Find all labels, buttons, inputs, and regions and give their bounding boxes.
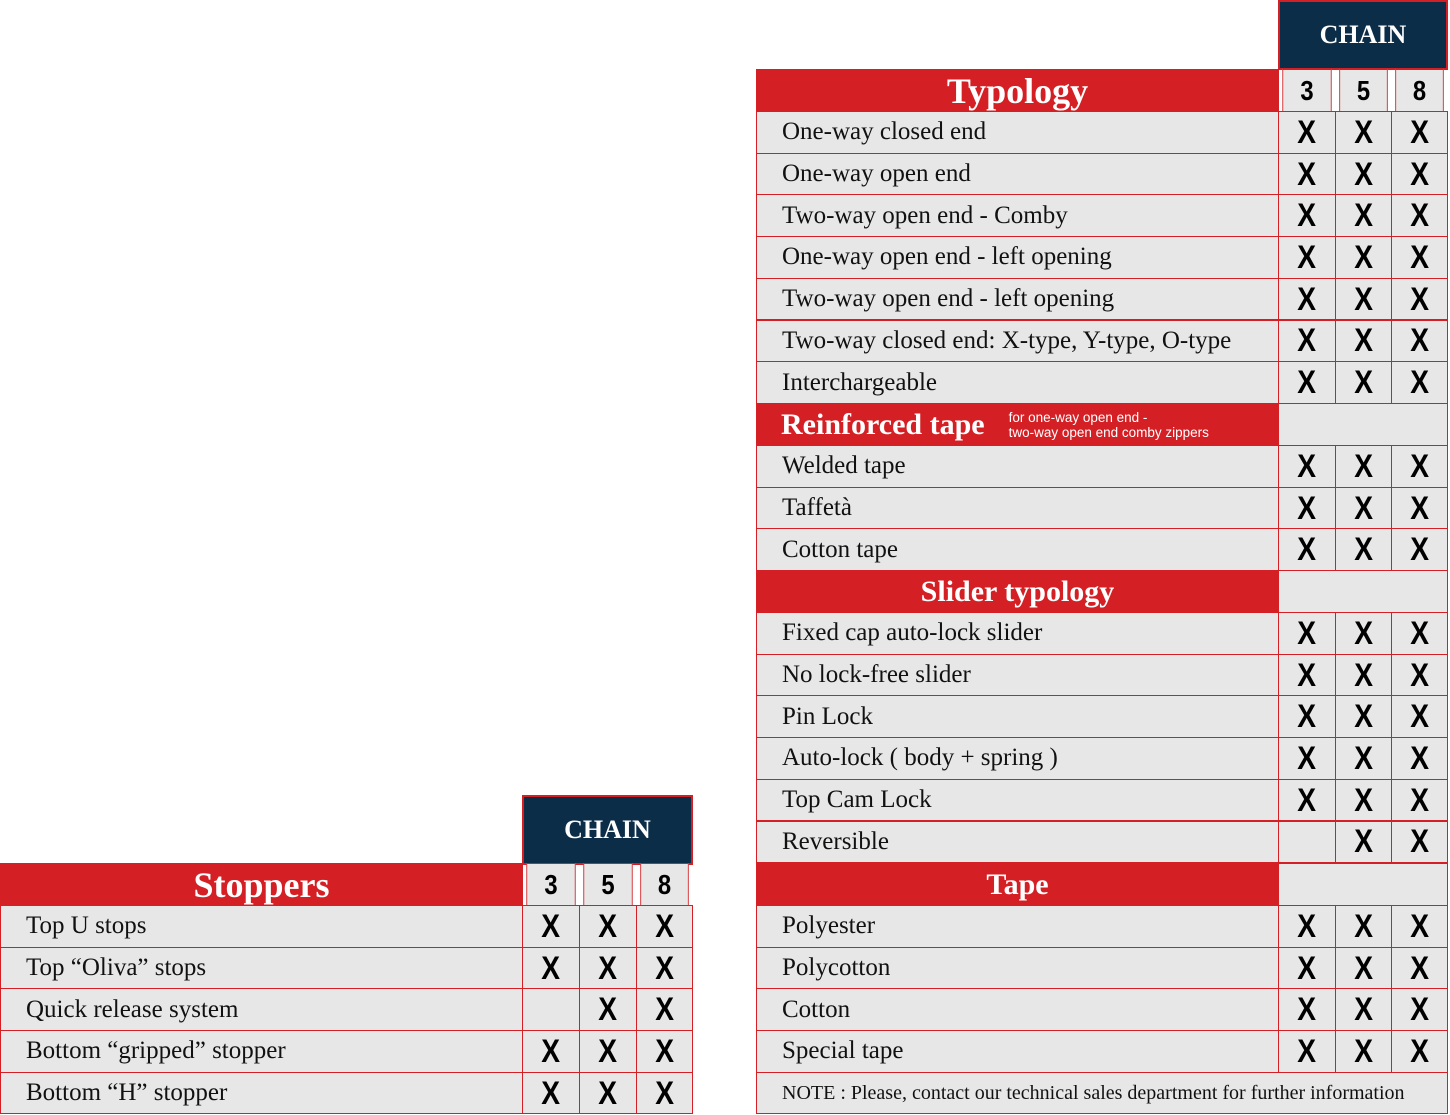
table-row-label: Auto-lock ( body + spring ): [756, 737, 1279, 780]
mark-cell: [1278, 111, 1336, 154]
mark-cell: [1335, 612, 1392, 655]
mark-cell: [1278, 947, 1336, 990]
availability-mark: X: [1297, 739, 1317, 776]
availability-mark: X: [1410, 823, 1429, 860]
mark-cell: [522, 988, 580, 1031]
mark-cell: [1391, 695, 1448, 738]
mark-cell: [522, 947, 580, 990]
mark-cell: [636, 1072, 693, 1115]
mark-cell: [1335, 153, 1392, 196]
mark-cell: [1391, 320, 1448, 363]
mark-cell: [1278, 737, 1336, 780]
section-title-slider-typology: Slider typology: [920, 574, 1115, 608]
mark-cell: [1391, 821, 1448, 864]
reinforced-tape-note: for one-way open end - two-way open end comby zippers: [1008, 409, 1209, 440]
stoppers-column-header-5: 5: [583, 863, 632, 906]
availability-mark: X: [1354, 489, 1373, 526]
availability-mark: X: [1410, 238, 1429, 275]
availability-mark: X: [1297, 364, 1317, 401]
availability-mark: X: [1410, 155, 1429, 192]
mark-cell: [1335, 445, 1392, 488]
table-row-label: Top Cam Lock: [756, 779, 1279, 822]
mark-cell: [522, 1030, 580, 1073]
mark-cell: [1335, 905, 1392, 948]
mark-cell: [1278, 988, 1336, 1031]
availability-mark: X: [1297, 698, 1317, 735]
mark-cell: [1278, 278, 1336, 321]
mark-cell: [1278, 779, 1336, 822]
availability-mark: X: [1297, 656, 1317, 693]
availability-mark: X: [1354, 949, 1373, 986]
mark-cell: [1335, 487, 1392, 530]
stoppers-column-header-3: 3: [526, 863, 575, 906]
availability-mark: X: [1410, 489, 1429, 526]
section-title-tape: Tape: [986, 867, 1049, 901]
availability-mark: X: [655, 1032, 674, 1069]
availability-mark: X: [1354, 197, 1373, 234]
mark-cell: [1391, 278, 1448, 321]
mark-cell: [1335, 737, 1392, 780]
table-row-label: Bottom “H” stopper: [0, 1072, 523, 1115]
mark-cell: [636, 947, 693, 990]
availability-mark: X: [541, 1074, 561, 1111]
table-row-label: Special tape: [756, 1030, 1279, 1073]
availability-mark: X: [598, 949, 618, 986]
mark-cell: [1391, 487, 1448, 530]
availability-mark: X: [1354, 781, 1373, 818]
mark-cell: [1391, 988, 1448, 1031]
section-header-slider-typology: [756, 570, 1279, 613]
table-row-label: Polycotton: [756, 947, 1279, 990]
availability-mark: X: [1410, 949, 1429, 986]
availability-mark: X: [598, 1074, 618, 1111]
mark-cell: [1278, 487, 1336, 530]
section-header-reinforced-tape: [756, 403, 1279, 446]
availability-mark: X: [1354, 739, 1373, 776]
mark-cell: [1391, 1030, 1448, 1073]
table-row-label: Reversible: [756, 821, 1279, 864]
availability-mark: X: [541, 949, 561, 986]
availability-mark: X: [1297, 1032, 1317, 1069]
section-header-stoppers: [0, 863, 523, 906]
mark-cell: [1335, 320, 1392, 363]
availability-mark: X: [1354, 531, 1373, 568]
availability-mark: X: [1354, 991, 1373, 1028]
availability-mark: X: [1354, 155, 1373, 192]
mark-cell: [636, 1030, 693, 1073]
reinforced-tape-header-blank: [1278, 403, 1448, 446]
availability-mark: X: [1410, 614, 1429, 651]
availability-mark: X: [1410, 907, 1429, 944]
availability-mark: X: [1410, 781, 1429, 818]
availability-mark: X: [1297, 907, 1317, 944]
section-title-typology: Typology: [946, 70, 1089, 111]
mark-cell: [636, 905, 693, 948]
availability-mark: X: [1410, 739, 1429, 776]
availability-mark: X: [1297, 322, 1317, 359]
availability-mark: X: [1410, 197, 1429, 234]
mark-cell: [1335, 236, 1392, 279]
section-header-typology: [756, 69, 1279, 112]
slider-typology-header-blank: [1278, 570, 1448, 613]
mark-cell: [1335, 361, 1392, 404]
mark-cell: [1335, 988, 1392, 1031]
availability-mark: X: [1354, 907, 1373, 944]
availability-mark: X: [1297, 489, 1317, 526]
section-header-tape: [756, 863, 1279, 906]
availability-mark: X: [1410, 364, 1429, 401]
mark-cell: [1391, 111, 1448, 154]
table-row-label: Taffetà: [756, 487, 1279, 530]
column-header-3: 3: [1282, 69, 1331, 112]
mark-cell: [1278, 654, 1336, 697]
availability-mark: X: [598, 907, 618, 944]
availability-mark: X: [541, 907, 561, 944]
mark-cell: [579, 947, 637, 990]
mark-cell: [1278, 528, 1336, 571]
availability-mark: X: [1410, 991, 1429, 1028]
availability-mark: X: [1354, 322, 1373, 359]
availability-mark: X: [1297, 280, 1317, 317]
availability-mark: X: [1354, 238, 1373, 275]
availability-mark: X: [1410, 698, 1429, 735]
mark-cell: [1335, 111, 1392, 154]
availability-mark: X: [1354, 113, 1373, 150]
availability-mark: X: [1297, 238, 1317, 275]
mark-cell: [1335, 654, 1392, 697]
table-row-label: One-way open end: [756, 153, 1279, 196]
table-row-label: Bottom “gripped” stopper: [0, 1030, 523, 1073]
table-row-label: No lock-free slider: [756, 654, 1279, 697]
mark-cell: [1391, 905, 1448, 948]
mark-cell: [1335, 194, 1392, 237]
availability-mark: X: [655, 991, 674, 1028]
availability-mark: X: [1410, 280, 1429, 317]
mark-cell: [1391, 236, 1448, 279]
mark-cell: [1278, 194, 1336, 237]
mark-cell: [1391, 779, 1448, 822]
availability-mark: X: [1297, 447, 1317, 484]
mark-cell: [1335, 821, 1392, 864]
mark-cell: [1278, 1030, 1336, 1073]
table-row-label: Two-way open end - left opening: [756, 278, 1279, 321]
mark-cell: [1391, 528, 1448, 571]
table-row-label: Quick release system: [0, 988, 523, 1031]
table-row-label: Welded tape: [756, 445, 1279, 488]
availability-mark: X: [1354, 614, 1373, 651]
availability-mark: X: [1354, 823, 1373, 860]
availability-mark: X: [1410, 113, 1429, 150]
availability-mark: X: [1297, 991, 1317, 1028]
table-row-label: Pin Lock: [756, 695, 1279, 738]
mark-cell: [579, 905, 637, 948]
table-row-label: Top U stops: [0, 905, 523, 948]
availability-mark: X: [1410, 447, 1429, 484]
availability-mark: X: [1354, 364, 1373, 401]
availability-mark: X: [1354, 656, 1373, 693]
mark-cell: [1335, 528, 1392, 571]
mark-cell: [1391, 361, 1448, 404]
mark-cell: [1335, 278, 1392, 321]
mark-cell: [579, 1030, 637, 1073]
table-row-label: One-way closed end: [756, 111, 1279, 154]
mark-cell: [1278, 153, 1336, 196]
availability-mark: X: [598, 991, 618, 1028]
table-row-label: Fixed cap auto-lock slider: [756, 612, 1279, 655]
mark-cell: [1278, 236, 1336, 279]
availability-mark: X: [1354, 447, 1373, 484]
main-chain-label: CHAIN: [1319, 20, 1407, 49]
availability-mark: X: [1297, 949, 1317, 986]
availability-mark: X: [1354, 698, 1373, 735]
section-title-reinforced-tape: Reinforced tape: [781, 407, 985, 441]
mark-cell: [1391, 737, 1448, 780]
availability-mark: X: [1410, 656, 1429, 693]
table-row-label: Cotton tape: [756, 528, 1279, 571]
mark-cell: [1278, 320, 1336, 363]
availability-mark: X: [1297, 113, 1317, 150]
availability-mark: X: [1297, 781, 1317, 818]
table-row-label: Top “Oliva” stops: [0, 947, 523, 990]
availability-mark: X: [655, 949, 674, 986]
table-row-label: Interchargeable: [756, 361, 1279, 404]
mark-cell: [1278, 695, 1336, 738]
availability-mark: X: [1410, 322, 1429, 359]
availability-mark: X: [1297, 531, 1317, 568]
availability-mark: X: [1297, 155, 1317, 192]
mark-cell: [1278, 905, 1336, 948]
mark-cell: [1391, 445, 1448, 488]
mark-cell: [522, 905, 580, 948]
section-title-stoppers: Stoppers: [193, 864, 330, 905]
stoppers-chain-label: CHAIN: [564, 815, 651, 844]
mark-cell: [636, 988, 693, 1031]
main-chain-header: [1278, 0, 1448, 70]
mark-cell: [1335, 1030, 1392, 1073]
availability-mark: X: [1410, 1032, 1429, 1069]
mark-cell: [1391, 947, 1448, 990]
mark-cell: [1278, 361, 1336, 404]
table-row-label: Cotton: [756, 988, 1279, 1031]
availability-mark: X: [541, 1032, 561, 1069]
tape-header-blank: [1278, 863, 1448, 906]
availability-mark: X: [655, 907, 674, 944]
table-row-label: One-way open end - left opening: [756, 236, 1279, 279]
column-header-8: 8: [1395, 69, 1443, 112]
mark-cell: [1278, 612, 1336, 655]
stoppers-chain-header: [522, 795, 693, 865]
mark-cell: [1335, 779, 1392, 822]
mark-cell: [1278, 821, 1336, 864]
table-row-label: Two-way open end - Comby: [756, 194, 1279, 237]
availability-mark: X: [1354, 1032, 1373, 1069]
mark-cell: [1278, 445, 1336, 488]
table-row-label: Polyester: [756, 905, 1279, 948]
availability-mark: X: [1297, 197, 1317, 234]
availability-mark: X: [1410, 531, 1429, 568]
table-row-label: Two-way closed end: X-type, Y-type, O-type: [756, 320, 1279, 363]
mark-cell: [1391, 153, 1448, 196]
availability-mark: X: [655, 1074, 674, 1111]
column-header-5: 5: [1339, 69, 1387, 112]
stoppers-column-header-8: 8: [640, 863, 688, 906]
availability-mark: X: [1354, 280, 1373, 317]
mark-cell: [1391, 612, 1448, 655]
mark-cell: [1391, 654, 1448, 697]
mark-cell: [579, 1072, 637, 1115]
mark-cell: [1335, 947, 1392, 990]
availability-mark: X: [598, 1032, 618, 1069]
mark-cell: [1391, 194, 1448, 237]
availability-mark: X: [1297, 614, 1317, 651]
mark-cell: [579, 988, 637, 1031]
footer-note: NOTE : Please, contact our technical sales department for further information: [756, 1072, 1448, 1114]
mark-cell: [522, 1072, 580, 1115]
mark-cell: [1335, 695, 1392, 738]
